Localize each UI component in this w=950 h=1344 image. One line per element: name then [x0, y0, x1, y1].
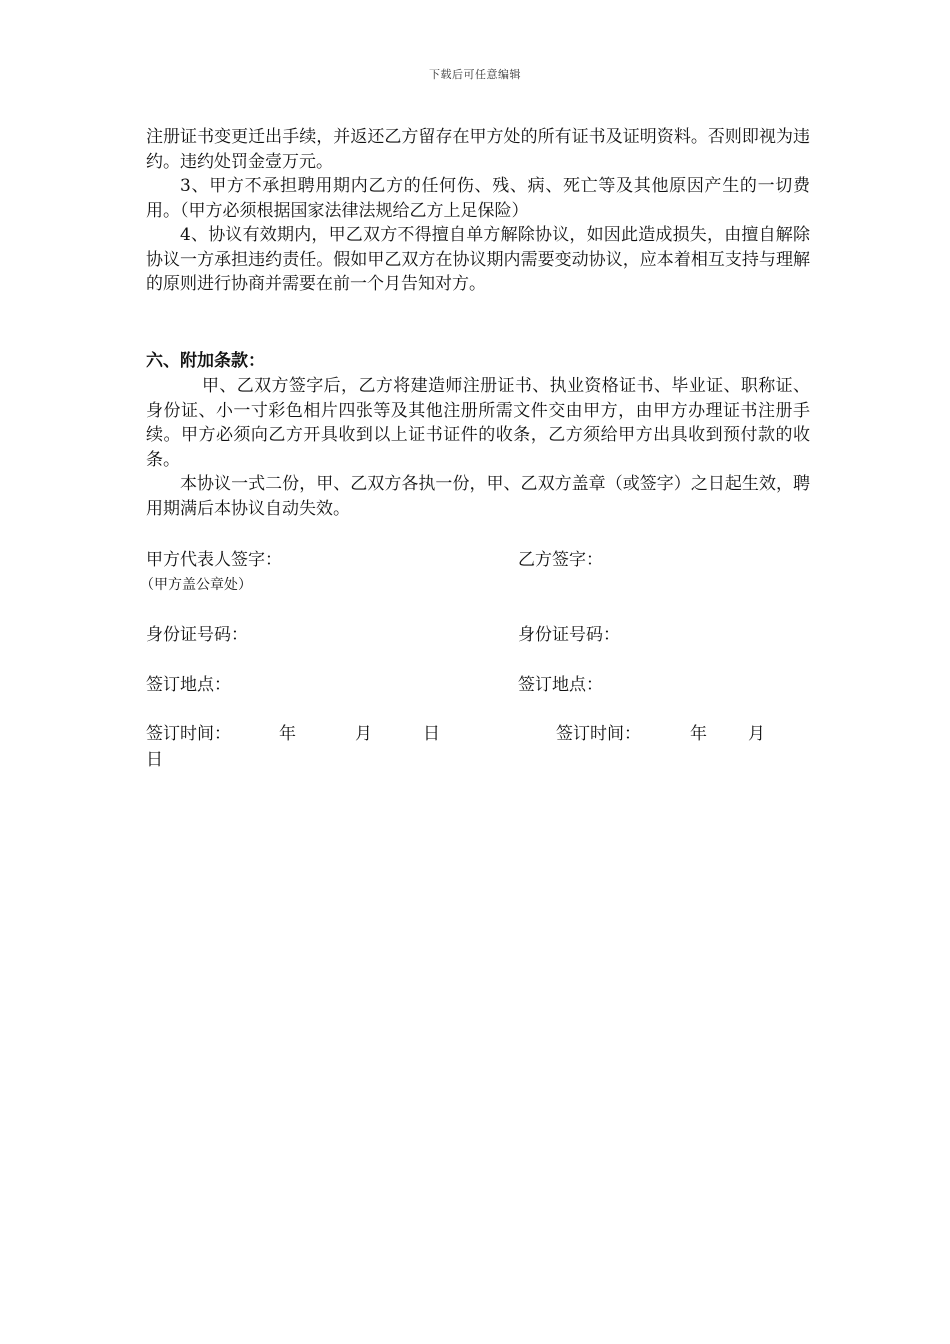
party-a-month-label: 月 — [355, 724, 372, 744]
party-a-seal-label: （甲方盖公章处） — [140, 577, 252, 593]
clause-paragraph: 3、甲方不承担聘用期内乙方的任何伤、残、病、死亡等及其他原因产生的一切费用。（甲方必须根据国家法律法规给乙方上足保险） — [146, 176, 810, 221]
party-b-day-label: 日 — [146, 750, 163, 770]
clause-paragraph: 本协议一式二份，甲、乙双方各执一份，甲、乙双方盖章（或签字）之日起生效，聘用期满后本协议自动失效。 — [146, 474, 810, 519]
section-six-body — [146, 374, 810, 521]
clause-continuation-block — [146, 125, 810, 297]
clause-paragraph: 注册证书变更迁出手续，并返还乙方留存在甲方处的所有证书及证明资料。否则即视为违约。违约处罚金壹万元。 — [146, 127, 810, 172]
party-a-id-label: 身份证号码： — [146, 625, 248, 645]
party-a-place-label: 签订地点： — [146, 675, 231, 695]
party-b-time-label: 签订时间： — [556, 724, 641, 744]
party-b-place-label: 签订地点： — [518, 675, 603, 695]
clause-paragraph: 4、协议有效期内，甲乙双方不得擅自单方解除协议，如因此造成损失，由擅自解除协议一方承担违约责任。假如甲乙双方在协议期内需要变动协议，应本着相互支持与理解的原则进行协商并需要在前一个月告知对方。 — [146, 225, 810, 294]
party-a-signature-label: 甲方代表人签字： — [146, 550, 282, 570]
party-b-signature-label: 乙方签字： — [518, 550, 603, 570]
party-a-year-label: 年 — [279, 724, 296, 744]
party-a-time-label: 签订时间： — [146, 724, 231, 744]
party-b-month-label: 月 — [748, 724, 765, 744]
party-b-year-label: 年 — [690, 724, 707, 744]
header-note: 下载后可任意编辑 — [429, 68, 521, 81]
section-heading: 六、附加条款： — [146, 351, 265, 371]
party-b-id-label: 身份证号码： — [518, 625, 620, 645]
party-a-day-label: 日 — [423, 724, 440, 744]
clause-paragraph: 甲、乙双方签字后，乙方将建造师注册证书、执业资格证书、毕业证、职称证、身份证、小一寸彩色相片四张等及其他注册所需文件交由甲方，由甲方办理证书注册手续。甲方必须向乙方开具收到以上证书证件的收条，乙方须给甲方出具收到预付款的收条。 — [146, 376, 810, 470]
